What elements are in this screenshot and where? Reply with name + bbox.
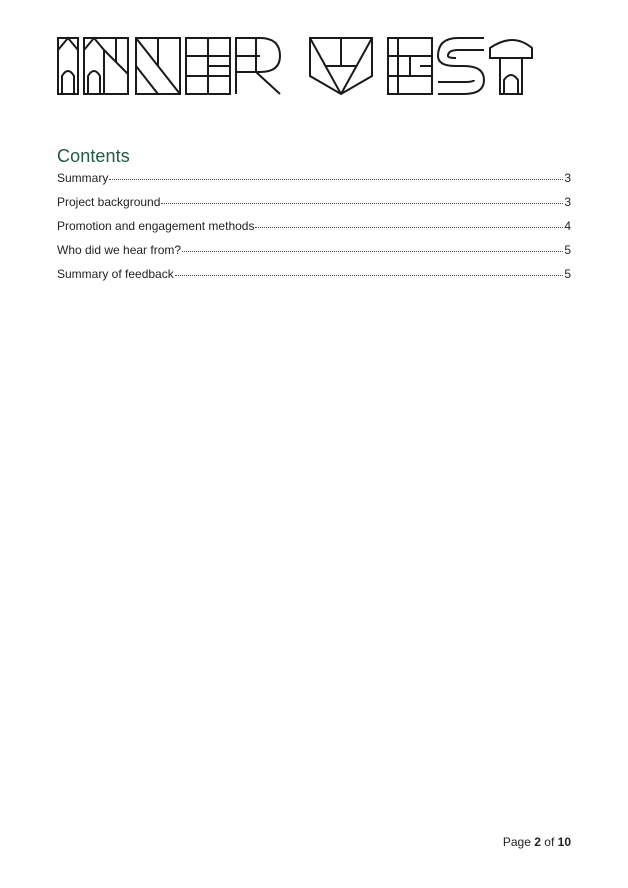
total-pages-number: 10 xyxy=(557,835,571,849)
toc-entry-label: Summary of feedback xyxy=(57,267,174,281)
toc-entry-summary[interactable] xyxy=(57,171,571,195)
toc-entry-label: Promotion and engagement methods xyxy=(57,219,255,233)
inner-west-logo xyxy=(57,36,533,96)
contents-heading: Contents xyxy=(57,146,130,166)
toc-leader-dots xyxy=(175,275,564,276)
toc-entry-project-background[interactable] xyxy=(57,195,571,219)
page-of-text: of xyxy=(544,835,555,849)
toc-entry-page: 3 xyxy=(564,195,571,209)
toc-entry-summary-of-feedback[interactable] xyxy=(57,267,571,291)
toc-entry-page: 5 xyxy=(564,267,571,281)
toc-entry-who-did-we-hear-from[interactable] xyxy=(57,243,571,267)
toc-leader-dots xyxy=(109,179,563,180)
toc-leader-dots xyxy=(161,203,563,204)
toc-entry-promotion-and-engagement-methods[interactable] xyxy=(57,219,571,243)
toc-entry-label: Who did we hear from? xyxy=(57,243,182,257)
inner-west-logo-artwork xyxy=(57,36,533,96)
toc-leader-dots xyxy=(255,227,563,228)
table-of-contents xyxy=(57,171,571,291)
toc-leader-dots xyxy=(182,251,563,252)
toc-entry-label: Project background xyxy=(57,195,161,209)
page-prefix: Page xyxy=(502,835,531,849)
toc-entry-page: 5 xyxy=(564,243,571,257)
current-page-number: 2 xyxy=(534,835,541,849)
toc-entry-label: Summary xyxy=(57,171,109,185)
toc-entry-page: 4 xyxy=(564,219,571,233)
toc-entry-page: 3 xyxy=(564,171,571,185)
page-number-footer xyxy=(503,835,571,849)
